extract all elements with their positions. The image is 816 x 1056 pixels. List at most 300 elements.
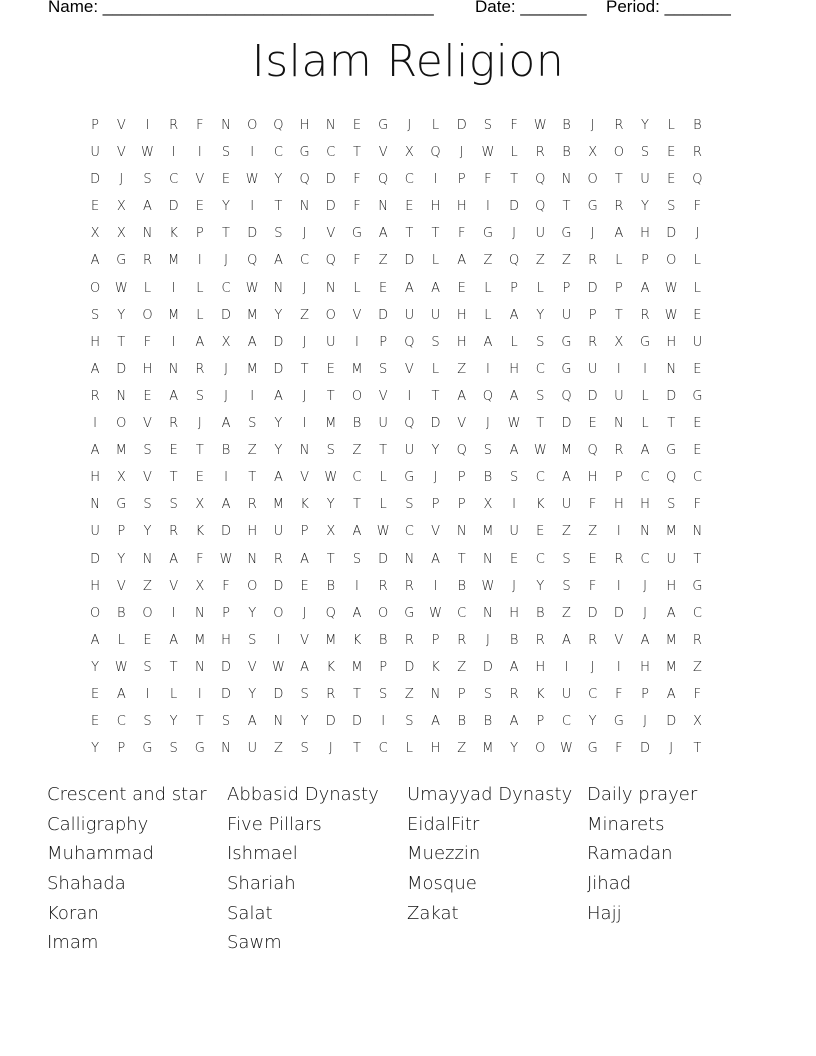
grid-letter: U: [273, 524, 284, 540]
grid-letter: E: [90, 199, 100, 215]
grid-letter: K: [431, 659, 440, 675]
grid-letter: Z: [300, 307, 310, 323]
grid-letter: U: [587, 361, 598, 377]
grid-letter: J: [459, 145, 464, 161]
grid-letter: R: [640, 307, 650, 323]
grid-letter: G: [482, 226, 493, 242]
grid-letter: A: [509, 388, 519, 404]
grid-letter: E: [169, 443, 178, 459]
grid-letter: F: [693, 199, 702, 215]
word-bank-item: Muhammad: [47, 843, 154, 865]
grid-letter: X: [404, 145, 414, 161]
grid-letter: Q: [561, 388, 572, 404]
grid-letter: N: [692, 524, 703, 540]
grid-letter: Y: [248, 686, 257, 702]
grid-letter: L: [196, 280, 204, 296]
grid-letter: T: [222, 226, 230, 242]
grid-letter: P: [562, 280, 571, 296]
grid-letter: N: [561, 172, 572, 188]
grid-letter: J: [302, 334, 307, 350]
grid-letter: X: [692, 714, 702, 730]
grid-letter: J: [590, 226, 595, 242]
grid-letter: C: [352, 470, 362, 486]
grid-letter: D: [666, 714, 677, 730]
grid-letter: Q: [535, 172, 546, 188]
grid-letter: K: [300, 497, 309, 513]
grid-letter: A: [614, 226, 624, 242]
grid-letter: G: [351, 226, 362, 242]
grid-letter: Y: [641, 199, 649, 215]
grid-letter: X: [588, 145, 598, 161]
grid-letter: B: [562, 145, 571, 161]
grid-letter: D: [325, 714, 336, 730]
grid-letter: J: [302, 388, 307, 404]
grid-letter: U: [90, 145, 100, 161]
grid-letter: M: [665, 632, 677, 648]
grid-letter: C: [273, 145, 283, 161]
grid-letter: N: [483, 605, 493, 621]
grid-letter: B: [562, 118, 571, 133]
grid-letter: B: [483, 470, 493, 486]
grid-letter: H: [221, 632, 231, 648]
grid-letter: C: [378, 741, 388, 757]
grid-letter: U: [509, 524, 519, 540]
grid-letter: S: [640, 145, 650, 161]
grid-letter: S: [169, 497, 178, 513]
grid-letter: V: [116, 578, 126, 594]
grid-letter: I: [224, 470, 228, 486]
grid-letter: I: [433, 578, 438, 594]
grid-letter: A: [247, 334, 257, 350]
grid-letter: V: [195, 172, 205, 188]
grid-letter: J: [590, 659, 595, 675]
grid-letter: T: [431, 226, 440, 242]
grid-letter: S: [274, 226, 283, 242]
grid-letter: T: [614, 172, 623, 188]
grid-letter: O: [89, 280, 101, 296]
grid-letter: L: [510, 145, 518, 161]
grid-letter: J: [224, 388, 228, 404]
grid-letter: D: [613, 605, 624, 621]
grid-letter: S: [536, 334, 545, 350]
grid-letter: Y: [274, 443, 283, 459]
grid-letter: L: [353, 280, 361, 296]
grid-letter: N: [640, 524, 650, 540]
grid-letter: P: [300, 524, 309, 540]
grid-letter: Z: [483, 253, 493, 269]
word-bank-item: Five Pillars: [227, 813, 322, 835]
grid-letter: E: [90, 714, 100, 730]
word-search-grid: [82, 112, 711, 762]
grid-letter: N: [116, 388, 127, 404]
grid-letter: D: [221, 307, 232, 323]
grid-letter: S: [667, 199, 676, 215]
grid-letter: V: [143, 416, 152, 432]
grid-letter: V: [169, 578, 179, 594]
grid-letter: S: [562, 578, 571, 594]
grid-letter: S: [483, 443, 493, 459]
grid-letter: D: [666, 226, 677, 242]
grid-letter: H: [142, 361, 153, 377]
grid-letter: R: [509, 686, 519, 702]
grid-letter: Z: [457, 741, 467, 757]
grid-letter: L: [484, 280, 492, 296]
grid-letter: W: [533, 118, 547, 133]
grid-letter: T: [248, 470, 257, 486]
grid-letter: R: [273, 551, 283, 567]
grid-letter: F: [484, 172, 492, 188]
grid-letter: A: [509, 659, 519, 675]
page-title: Islam Religion: [251, 36, 565, 87]
word-bank-item: Muezzin: [407, 843, 481, 865]
grid-letter: U: [404, 443, 415, 459]
grid-letter: D: [168, 199, 179, 215]
grid-letter: W: [114, 659, 128, 675]
grid-letter: X: [195, 578, 205, 594]
grid-letter: R: [142, 253, 152, 269]
grid-letter: D: [666, 388, 677, 404]
grid-letter: Y: [274, 307, 283, 323]
grid-letter: G: [666, 443, 677, 459]
grid-letter: V: [378, 145, 388, 161]
grid-letter: H: [509, 605, 519, 621]
word-bank-item: Calligraphy: [47, 813, 149, 835]
grid-letter: T: [614, 307, 623, 323]
grid-letter: J: [512, 578, 517, 594]
grid-letter: S: [300, 686, 309, 702]
grid-letter: Z: [562, 253, 571, 269]
grid-letter: A: [457, 253, 467, 269]
grid-letter: A: [169, 388, 179, 404]
grid-letter: T: [379, 443, 388, 459]
grid-letter: Z: [273, 741, 283, 757]
grid-letter: X: [326, 524, 336, 540]
grid-letter: F: [143, 334, 152, 350]
grid-letter: H: [640, 226, 650, 242]
grid-letter: N: [456, 524, 467, 540]
grid-letter: H: [430, 741, 441, 757]
grid-letter: G: [587, 199, 598, 215]
grid-letter: A: [509, 714, 519, 730]
grid-letter: W: [429, 605, 442, 621]
grid-letter: A: [431, 280, 440, 296]
grid-letter: Y: [169, 714, 178, 730]
grid-letter: Q: [325, 605, 336, 621]
grid-letter: B: [117, 605, 126, 621]
word-bank-item: Crescent and star: [47, 784, 207, 805]
grid-letter: F: [510, 118, 518, 133]
grid-letter: J: [669, 741, 674, 757]
grid-letter: U: [640, 172, 650, 188]
grid-letter: L: [536, 280, 544, 296]
word-bank-item: Ishmael: [227, 843, 298, 865]
grid-letter: U: [326, 334, 336, 350]
grid-letter: S: [509, 470, 519, 486]
grid-letter: E: [379, 280, 388, 296]
grid-letter: E: [693, 361, 702, 377]
grid-letter: G: [378, 118, 389, 133]
grid-letter: E: [667, 145, 676, 161]
grid-letter: Q: [692, 172, 703, 188]
grid-letter: A: [457, 388, 467, 404]
word-bank-item: Umayyad Dynasty: [407, 784, 573, 805]
grid-letter: K: [326, 659, 336, 675]
grid-letter: S: [143, 659, 152, 675]
grid-letter: L: [693, 253, 702, 269]
grid-letter: Z: [378, 253, 388, 269]
grid-letter: S: [352, 551, 362, 567]
word-bank-item: Daily prayer: [587, 784, 698, 805]
grid-letter: T: [431, 388, 440, 404]
grid-letter: I: [276, 632, 281, 648]
grid-letter: O: [247, 578, 258, 594]
grid-letter: G: [692, 578, 703, 594]
grid-letter: Y: [117, 551, 126, 567]
grid-letter: N: [613, 416, 624, 432]
grid-letter: W: [114, 280, 128, 296]
grid-letter: T: [326, 388, 335, 404]
grid-letter: G: [142, 741, 153, 757]
grid-letter: Y: [91, 741, 100, 757]
grid-letter: C: [326, 145, 336, 161]
grid-letter: E: [300, 578, 309, 594]
grid-letter: U: [247, 741, 257, 757]
grid-letter: I: [564, 659, 569, 675]
grid-letter: C: [221, 280, 231, 296]
grid-letter: N: [404, 551, 415, 567]
grid-letter: Q: [456, 443, 467, 459]
grid-letter: R: [378, 578, 388, 594]
grid-letter: Q: [299, 172, 310, 188]
grid-letter: A: [483, 334, 493, 350]
grid-letter: C: [640, 551, 650, 567]
grid-letter: S: [221, 145, 231, 161]
grid-letter: J: [197, 416, 202, 432]
grid-letter: Z: [247, 443, 257, 459]
grid-letter: X: [483, 497, 493, 513]
grid-letter: I: [250, 388, 255, 404]
grid-letter: Z: [143, 578, 152, 594]
grid-letter: O: [587, 172, 598, 188]
name-field: Name: ___________________________________: [48, 0, 434, 16]
grid-letter: Y: [326, 497, 335, 513]
grid-letter: G: [404, 470, 415, 486]
grid-letter: A: [247, 714, 257, 730]
grid-letter: A: [90, 253, 100, 269]
word-bank-item: Koran: [47, 902, 99, 924]
grid-letter: Z: [457, 659, 467, 675]
grid-letter: A: [640, 443, 650, 459]
grid-letter: A: [273, 253, 283, 269]
grid-letter: W: [245, 172, 259, 188]
grid-letter: M: [351, 361, 363, 377]
grid-letter: P: [614, 280, 623, 296]
grid-letter: N: [90, 497, 100, 513]
grid-letter: R: [614, 443, 624, 459]
grid-letter: J: [485, 416, 490, 432]
grid-letter: T: [274, 199, 283, 215]
grid-letter: F: [222, 578, 230, 594]
grid-letter: G: [116, 497, 127, 513]
grid-letter: D: [90, 172, 101, 188]
grid-letter: L: [431, 253, 440, 269]
grid-letter: Q: [482, 388, 494, 404]
grid-letter: L: [143, 280, 152, 296]
grid-letter: R: [692, 632, 702, 648]
grid-letter: M: [665, 659, 677, 675]
grid-letter: B: [509, 632, 519, 648]
grid-letter: D: [221, 524, 232, 540]
grid-letter: M: [115, 443, 127, 459]
grid-letter: S: [195, 388, 204, 404]
grid-letter: P: [431, 632, 440, 648]
grid-letter: R: [588, 632, 598, 648]
grid-letter: R: [614, 118, 624, 133]
grid-letter: Y: [536, 307, 545, 323]
grid-letter: S: [143, 443, 152, 459]
grid-letter: D: [640, 741, 651, 757]
grid-letter: S: [536, 388, 545, 404]
grid-letter: S: [326, 443, 335, 459]
grid-letter: R: [169, 118, 179, 133]
grid-letter: N: [142, 551, 153, 567]
grid-letter: A: [300, 551, 310, 567]
grid-letter: W: [271, 659, 285, 675]
grid-letter: C: [535, 470, 545, 486]
grid-letter: X: [116, 226, 126, 242]
grid-letter: S: [143, 497, 152, 513]
grid-letter: L: [693, 280, 702, 296]
grid-letter: V: [300, 632, 310, 648]
grid-letter: M: [482, 524, 494, 540]
grid-letter: I: [616, 361, 621, 377]
grid-letter: M: [482, 741, 494, 757]
date-field: Date: _______: [475, 0, 587, 16]
grid-letter: W: [481, 578, 495, 594]
grid-letter: R: [247, 497, 257, 513]
grid-letter: S: [431, 334, 440, 350]
grid-letter: L: [431, 118, 440, 133]
grid-letter: H: [90, 470, 100, 486]
grid-letter: C: [561, 714, 571, 730]
grid-letter: P: [222, 605, 230, 621]
grid-letter: C: [692, 470, 702, 486]
grid-letter: R: [588, 334, 598, 350]
grid-letter: T: [693, 551, 702, 567]
grid-letter: A: [378, 226, 388, 242]
grid-letter: F: [615, 741, 623, 757]
grid-letter: C: [169, 172, 179, 188]
grid-letter: N: [430, 686, 441, 702]
grid-letter: P: [510, 280, 519, 296]
grid-letter: N: [666, 361, 677, 377]
grid-letter: D: [456, 118, 467, 133]
grid-letter: R: [404, 632, 414, 648]
grid-letter: Q: [508, 253, 520, 269]
grid-letter: D: [561, 416, 572, 432]
grid-letter: O: [89, 605, 101, 621]
grid-letter: D: [273, 334, 284, 350]
grid-letter: W: [324, 470, 338, 486]
grid-letter: C: [300, 253, 310, 269]
grid-letter: P: [91, 118, 100, 133]
grid-letter: U: [614, 388, 624, 404]
grid-letter: B: [693, 118, 702, 133]
grid-letter: Q: [325, 253, 336, 269]
grid-letter: A: [352, 605, 362, 621]
grid-letter: P: [457, 686, 466, 702]
grid-letter: P: [614, 470, 623, 486]
grid-letter: T: [510, 172, 519, 188]
grid-letter: D: [273, 686, 284, 702]
grid-letter: S: [248, 416, 257, 432]
grid-letter: M: [246, 361, 258, 377]
grid-letter: U: [561, 307, 572, 323]
grid-letter: M: [272, 497, 285, 513]
grid-letter: V: [352, 307, 362, 323]
grid-letter: B: [326, 578, 336, 594]
grid-letter: B: [378, 632, 388, 648]
grid-letter: F: [615, 686, 623, 702]
grid-letter: D: [404, 253, 415, 269]
grid-letter: K: [352, 632, 362, 648]
grid-letter: T: [562, 199, 571, 215]
grid-letter: W: [533, 443, 547, 459]
word-bank-item: Minarets: [587, 813, 665, 835]
grid-letter: J: [643, 578, 647, 594]
grid-letter: A: [431, 714, 440, 730]
grid-letter: V: [431, 524, 440, 540]
grid-letter: L: [615, 253, 623, 269]
grid-letter: O: [666, 253, 677, 269]
grid-letter: P: [195, 226, 204, 242]
grid-letter: V: [116, 145, 126, 161]
grid-letter: I: [197, 145, 202, 161]
grid-letter: S: [379, 361, 388, 377]
grid-letter: U: [666, 551, 676, 567]
grid-letter: L: [379, 470, 387, 486]
grid-letter: L: [510, 334, 518, 350]
grid-letter: N: [299, 199, 310, 215]
header-fields: [48, 0, 748, 19]
grid-letter: L: [196, 307, 204, 323]
grid-letter: E: [195, 470, 204, 486]
grid-letter: N: [221, 741, 231, 757]
grid-letter: X: [614, 334, 624, 350]
grid-letter: S: [483, 118, 493, 133]
grid-letter: U: [378, 416, 388, 432]
grid-letter: I: [616, 524, 621, 540]
grid-letter: Y: [143, 524, 152, 540]
grid-letter: Z: [535, 253, 545, 269]
grid-letter: U: [404, 307, 415, 323]
grid-letter: D: [273, 361, 284, 377]
grid-letter: D: [221, 686, 232, 702]
word-bank-item: Imam: [47, 932, 99, 954]
grid-letter: A: [640, 632, 650, 648]
grid-letter: L: [431, 361, 440, 377]
grid-letter: A: [143, 199, 152, 215]
grid-letter: C: [535, 551, 545, 567]
grid-letter: S: [248, 632, 257, 648]
grid-letter: T: [169, 659, 178, 675]
grid-letter: K: [536, 497, 545, 513]
grid-letter: A: [90, 632, 100, 648]
grid-letter: G: [194, 741, 205, 757]
grid-letter: J: [224, 253, 228, 269]
grid-letter: Z: [692, 659, 702, 675]
grid-letter: N: [378, 199, 389, 215]
